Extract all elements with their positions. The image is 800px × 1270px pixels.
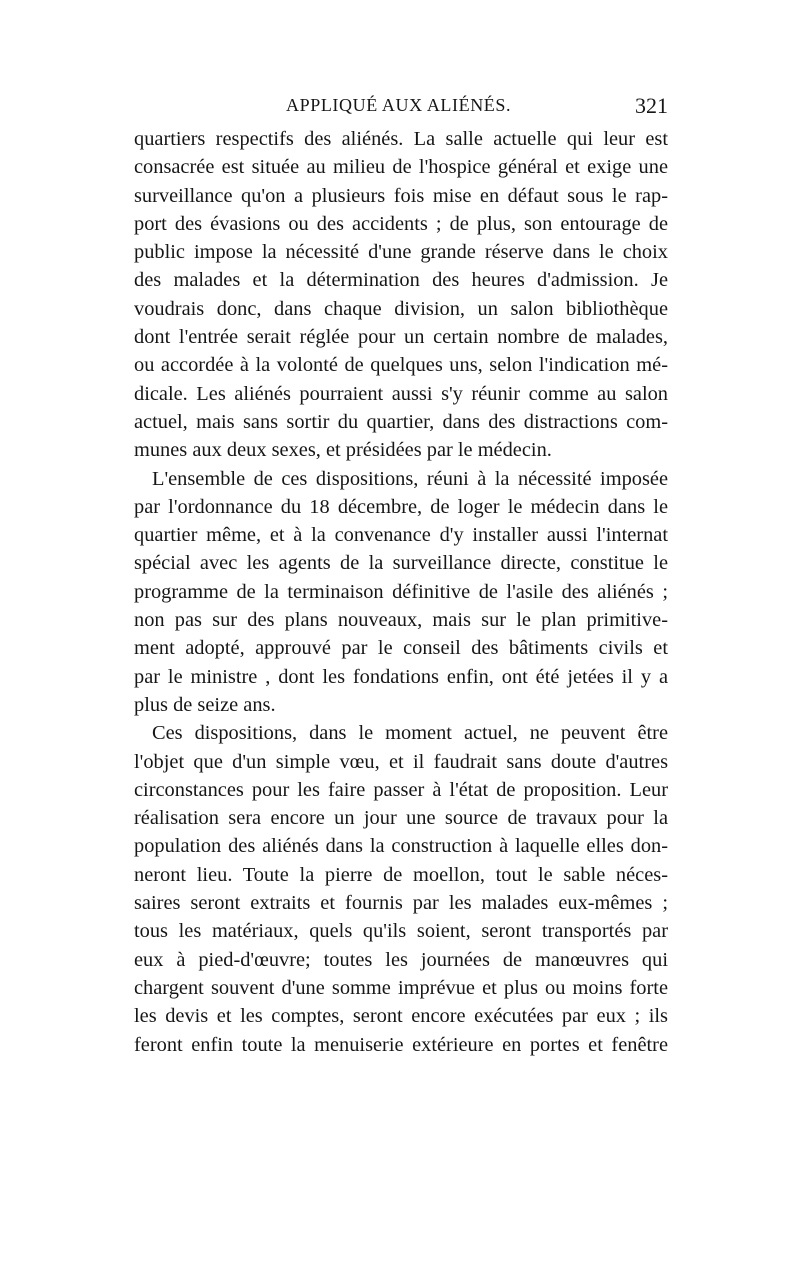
paragraph-3 — [134, 719, 668, 1059]
text-line: l'objet que d'un simple vœu, et il faudrait sans doute d'autres — [134, 750, 668, 773]
text-line: circonstances pour les faire passer à l'état de proposition. Leur — [134, 778, 668, 801]
text-line: chargent souvent d'une somme imprévue et plus ou moins forte — [134, 976, 668, 999]
text-line: consacrée est située au milieu de l'hospice général et exige une — [134, 156, 668, 179]
text-line: feront enfin toute la menuiserie extérieure en portes et fenêtre — [134, 1033, 668, 1056]
text-line: des malades et la détermination des heures d'admission. Je — [134, 269, 668, 292]
text-line: surveillance qu'on a plusieurs fois mise en défaut sous le rap- — [134, 184, 668, 207]
text-line: programme de la terminaison définitive de l'asile des aliénés ; — [134, 580, 668, 603]
text-line: port des évasions ou des accidents ; de plus, son entourage de — [134, 212, 668, 235]
text-line: public impose la nécessité d'une grande réserve dans le choix — [134, 241, 668, 264]
text-line: tous les matériaux, quels qu'ils soient, seront transportés par — [134, 920, 668, 943]
text-line: quartier même, et à la convenance d'y installer aussi l'internat — [134, 524, 668, 547]
running-title: APPLIQUÉ AUX ALIÉNÉS. — [286, 95, 512, 115]
text-line: par le ministre , dont les fondations enfin, ont été jetées il y a — [134, 665, 668, 688]
text-line: ment adopté, approuvé par le conseil des bâtiments civils et — [134, 637, 668, 660]
text-line: Ces dispositions, dans le moment actuel, ne peuvent être — [152, 722, 668, 745]
text-line: saires seront extraits et fournis par les malades eux-mêmes ; — [134, 892, 668, 915]
text-line: dont l'entrée serait réglée pour un certain nombre de malades, — [134, 326, 668, 349]
text-line: voudrais donc, dans chaque division, un salon bibliothèque — [134, 297, 668, 320]
text-line: munes aux deux sexes, et présidées par le médecin. — [134, 439, 552, 462]
text-line: L'ensemble de ces dispositions, réuni à la nécessité imposée — [152, 467, 668, 490]
text-line: les devis et les comptes, seront encore exécutées par eux ; ils — [134, 1005, 668, 1028]
body-text — [134, 125, 668, 1059]
page-number: 321 — [635, 93, 668, 118]
running-head — [134, 95, 668, 123]
paragraph-2 — [134, 465, 668, 720]
text-line: réalisation sera encore un jour une source de travaux pour la — [134, 807, 668, 830]
text-line: neront lieu. Toute la pierre de moellon, tout le sable néces- — [134, 863, 668, 886]
text-line: dicale. Les aliénés pourraient aussi s'y réunir comme au salon — [134, 382, 668, 405]
text-line: non pas sur des plans nouveaux, mais sur le plan primitive- — [134, 609, 668, 632]
text-line: quartiers respectifs des aliénés. La salle actuelle qui leur est — [134, 128, 668, 150]
text-line: eux à pied-d'œuvre; toutes les journées de manœuvres qui — [134, 948, 668, 971]
text-line: par l'ordonnance du 18 décembre, de loger le médecin dans le — [134, 495, 668, 518]
text-line: spécial avec les agents de la surveillance directe, constitue le — [134, 552, 668, 575]
text-line: ou accordée à la volonté de quelques uns, selon l'indication mé- — [134, 354, 668, 377]
text-line: actuel, mais sans sortir du quartier, dans des distractions com- — [134, 410, 668, 433]
text-line: plus de seize ans. — [134, 693, 276, 716]
paragraph-1 — [134, 125, 668, 465]
text-line: population des aliénés dans la construction à laquelle elles don- — [134, 835, 668, 858]
